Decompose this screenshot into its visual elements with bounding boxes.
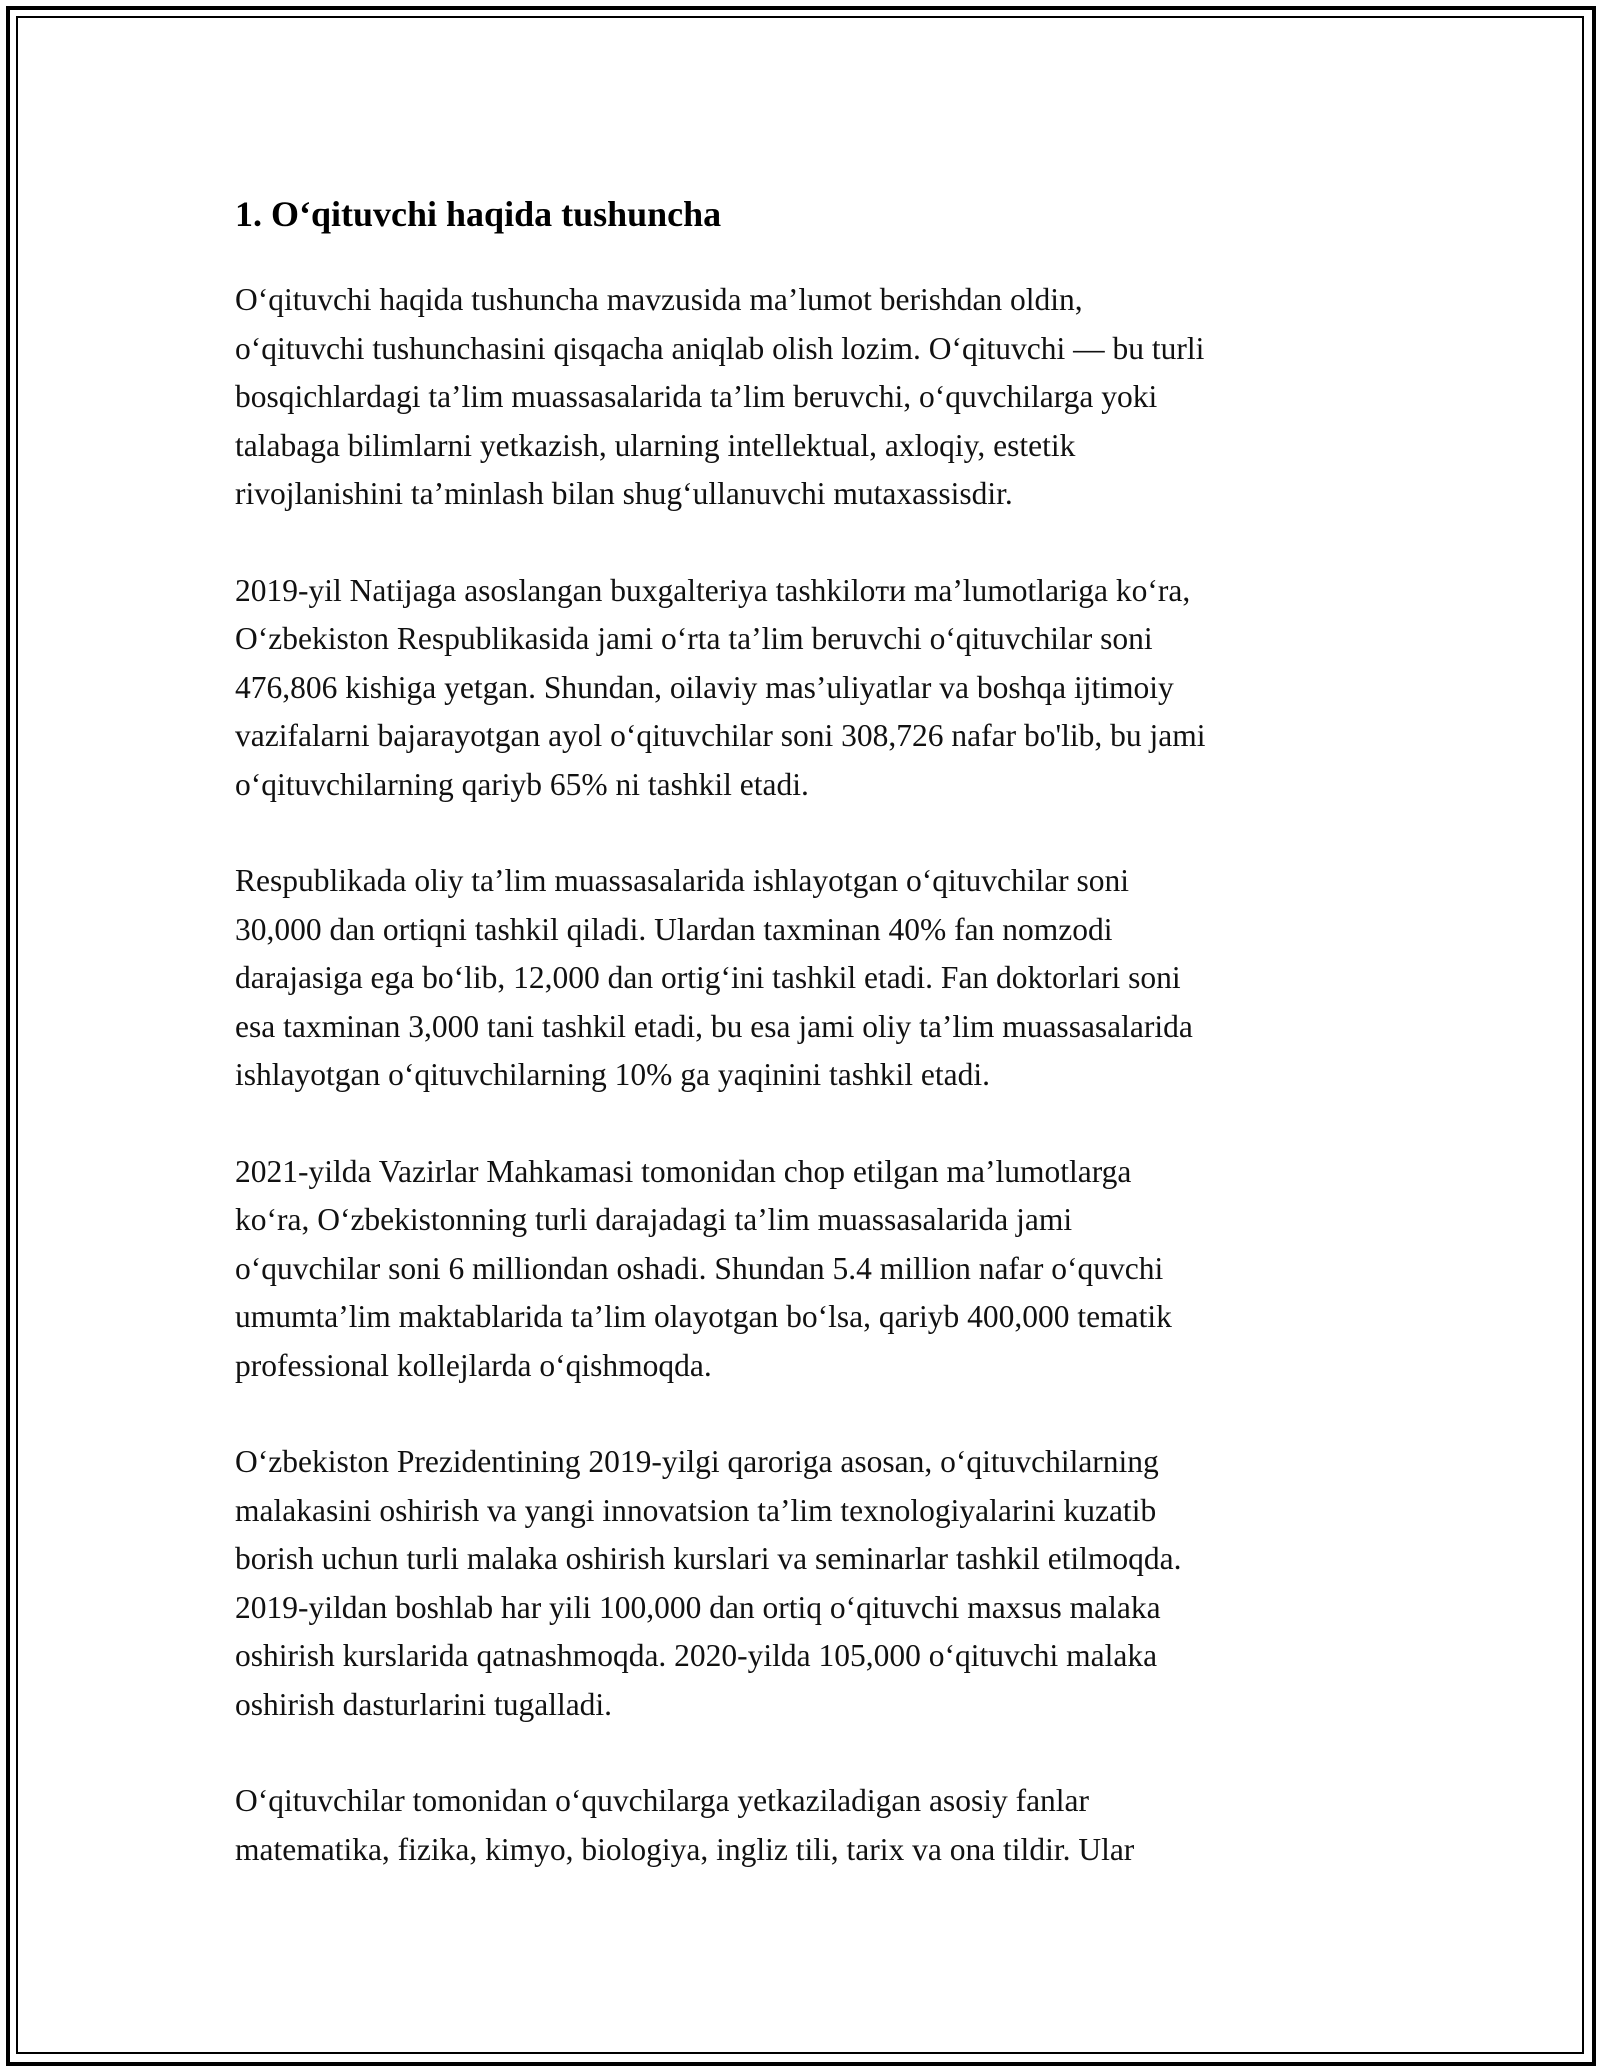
text-line: borish uchun turli malaka oshirish kurslari va seminarlar tashkil etilmoqda. [235,1541,1182,1576]
paragraph-subjects [235,1777,1385,1874]
text-line: bosqichlardagi taʼlim muassasalarida taʼlim beruvchi, oʻquvchilarga yoki [235,379,1158,414]
text-line: 30,000 dan ortiqni tashkil qiladi. Ulardan taxminan 40% fan nomzodi [235,911,1113,947]
paragraph-secondary-teachers [235,567,1385,810]
text-line: professional kollejlarda oʻqishmoqda. [235,1347,712,1383]
text-line: oʻqituvchilarning qariyb 65% ni tashkil etadi. [235,766,809,802]
paragraph-students-count [235,1148,1385,1391]
text-line: esa taxminan 3,000 tani tashkil etadi, bu esa jami oliy taʼlim muassasalarida [235,1008,1193,1044]
text-line: 476,806 kishiga yetgan. Shundan, oilaviy masʼuliyatlar va boshqa ijtimoiy [235,669,1174,705]
paragraph-higher-education [235,857,1385,1100]
paragraph-definition [235,276,1385,519]
text-line: darajasiga ega boʻlib, 12,000 dan ortigʻini tashkil etadi. Fan doktorlari soni [235,960,1181,995]
text-line: matematika, fizika, kimyo, biologiya, ingliz tili, tarix va ona tildir. Ular [235,1831,1135,1867]
text-line: vazifalarni bajarayotgan ayol oʻqituvchilar soni 308,726 nafar bo'lib, bu jami [235,718,1206,753]
paragraph-qualification-courses [235,1438,1385,1729]
text-line: Oʻqituvchi haqida tushuncha mavzusida maʼlumot berishdan oldin, [235,282,1083,317]
text-line: Respublikada oliy taʼlim muassasalarida ishlayotgan oʻqituvchilar soni [235,863,1130,898]
text-line: Oʻzbekiston Prezidentining 2019-yilgi qaroriga asosan, oʻqituvchilarning [235,1444,1159,1479]
text-line: umumtaʼlim maktablarida taʼlim olayotgan boʻlsa, qariyb 400,000 tematik [235,1299,1172,1334]
text-line: ishlayotgan oʻqituvchilarning 10% ga yaqinini tashkil etadi. [235,1057,990,1092]
text-line: talabaga bilimlarni yetkazish, ularning intellektual, axloqiy, estetik [235,427,1076,463]
text-line: oʻqituvchi tushunchasini qisqacha aniqlab olish lozim. Oʻqituvchi — bu turli [235,330,1205,366]
text-line: koʻra, Oʻzbekistonning turli darajadagi taʼlim muassasalarida jami [235,1202,1073,1237]
text-line: 2019-yildan boshlab har yili 100,000 dan ortiq oʻqituvchi maxsus malaka [235,1589,1161,1625]
text-line: oshirish dasturlarini tugalladi. [235,1686,613,1722]
text-line: 2019-yil Natijaga asoslangan buxgalteriya tashkiloти maʼlumotlariga koʻra, [235,572,1191,608]
text-line: Oʻqituvchilar tomonidan oʻquvchilarga yetkaziladigan asosiy fanlar [235,1783,1090,1818]
text-line: rivojlanishini taʼminlash bilan shugʻullanuvchi mutaxassisdir. [235,476,1013,511]
text-line: oshirish kurslarida qatnashmoqda. 2020-yilda 105,000 oʻqituvchi malaka [235,1638,1158,1673]
text-line: 2021-yilda Vazirlar Mahkamasi tomonidan chop etilgan maʼlumotlarga [235,1153,1132,1189]
text-line: oʻquvchilar soni 6 milliondan oshadi. Shundan 5.4 million nafar oʻquvchi [235,1250,1164,1286]
text-line: Oʻzbekiston Respublikasida jami oʻrta taʼlim beruvchi oʻqituvchilar soni [235,621,1153,656]
document-body [235,190,1385,1922]
text-line: malakasini oshirish va yangi innovatsion taʼlim texnologiyalarini kuzatib [235,1492,1157,1528]
section-heading: 1. Oʻqituvchi haqida tushuncha [235,194,722,234]
